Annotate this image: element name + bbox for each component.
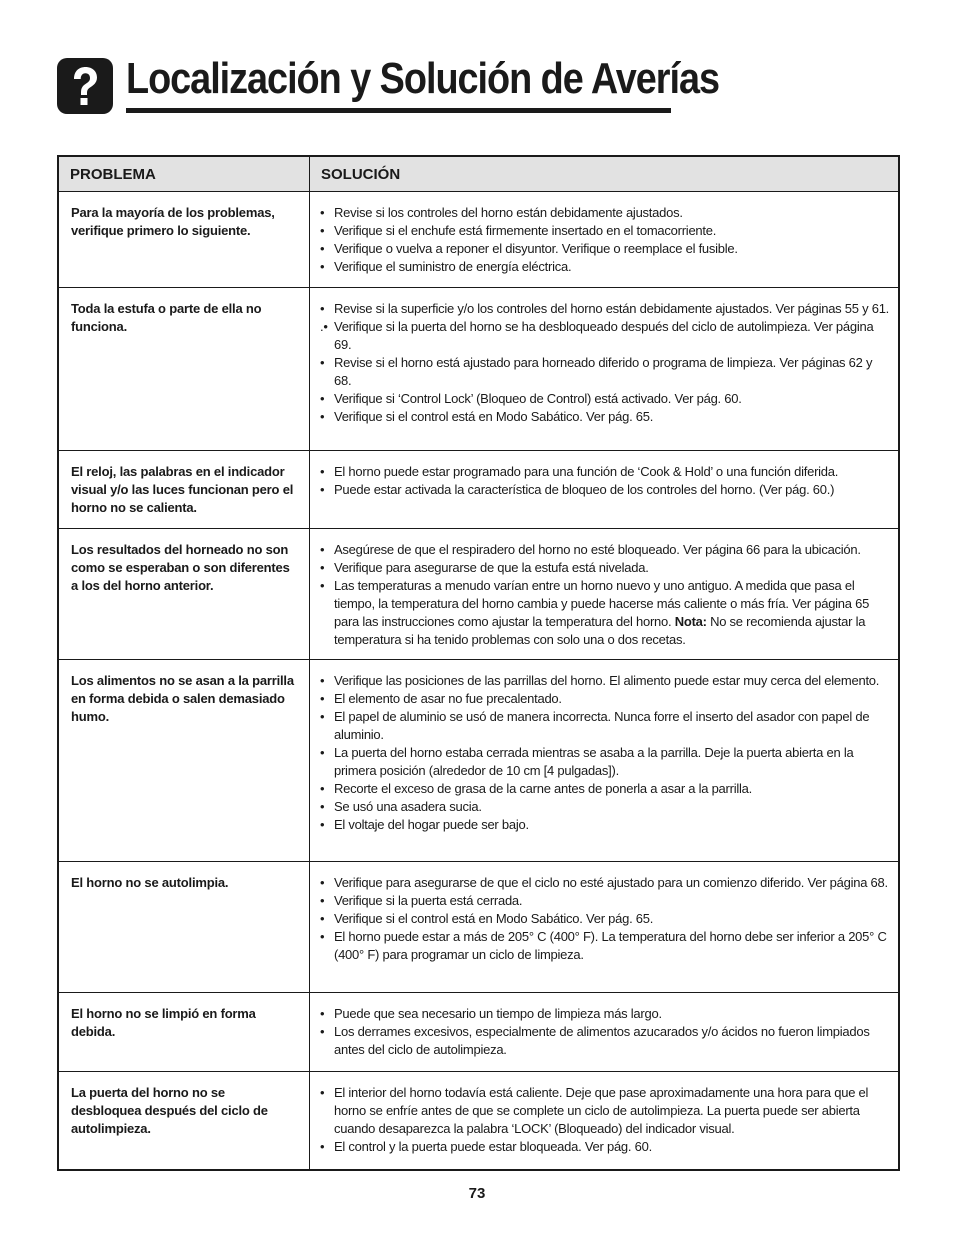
solution-text: Verifique si el enchufe está firmemente insertado en el tomacorriente.	[334, 223, 717, 238]
bullet-icon: •	[320, 673, 325, 688]
solution-cell	[310, 993, 900, 1072]
bullet-icon: •	[320, 464, 325, 479]
solution-text: Verifique si el control está en Modo Sabático. Ver pág. 65.	[334, 409, 654, 424]
solution-text: Verifique o vuelva a reponer el disyuntor. Verifique o reemplace el fusible.	[334, 241, 738, 256]
solution-list	[319, 204, 890, 276]
solution-text: El interior del horno todavía está caliente. Deje que pase aproximadamente una hora para que el horno se enfríe antes de que se complete un ciclo de autolimpieza. La puerta puede ser abierta cuando desaparezca la palabra ‘LOCK’ (Bloqueado) del indicador visual.	[334, 1085, 869, 1136]
column-header-problem: PROBLEMA	[58, 156, 310, 192]
bullet-icon: •	[320, 205, 325, 220]
table-row	[58, 451, 899, 529]
solution-text: La puerta del horno estaba cerrada mientras se asaba a la parrilla. Deje la puerta abierta en la primera posición (alrededor de 10 cm [4 pulgadas]).	[334, 745, 854, 778]
solution-text: Asegúrese de que el respiradero del horno no esté bloqueado. Ver página 66 para la ubicación.	[334, 542, 861, 557]
solution-list	[319, 300, 890, 426]
list-item	[319, 1023, 890, 1059]
table-row	[58, 862, 899, 993]
list-item	[319, 577, 890, 649]
problem-cell: Toda la estufa o parte de ella no funciona.	[58, 288, 310, 451]
solution-text: Verifique las posiciones de las parrillas del horno. El alimento puede estar muy cerca del elemento.	[334, 673, 880, 688]
bullet-icon: •	[320, 409, 325, 424]
list-item	[319, 481, 890, 499]
list-item	[319, 463, 890, 481]
solution-text: Verifique si la puerta del horno se ha desbloqueado después del ciclo de autolimpieza. Ver página 69.	[334, 319, 874, 352]
note-text: No se recomienda ajustar la temperatura si ha tenido problemas con solo una o dos recetas.	[334, 614, 866, 647]
list-item	[319, 780, 890, 798]
bullet-icon: •	[320, 709, 325, 724]
solution-text: El horno puede estar a más de 205° C (400° F). La temperatura del horno debe ser inferior a 205° C (400° F) para programar un ciclo de limpieza.	[334, 929, 887, 962]
list-item	[319, 240, 890, 258]
bullet-icon: •	[320, 691, 325, 706]
list-item	[319, 892, 890, 910]
solution-cell	[310, 529, 900, 660]
solution-cell	[310, 192, 900, 288]
table-row	[58, 529, 899, 660]
solution-cell	[310, 288, 900, 451]
note-label: Nota:	[674, 614, 707, 629]
list-item	[319, 354, 890, 390]
list-item	[319, 318, 890, 354]
list-item	[319, 1084, 890, 1138]
list-item	[319, 744, 890, 780]
list-item	[319, 390, 890, 408]
title-underline	[126, 108, 671, 113]
solution-cell	[310, 1072, 900, 1170]
solution-text: Verifique para asegurarse de que el ciclo no esté ajustado para un comienzo diferido. Ver página 68.	[334, 875, 888, 890]
solution-text: Verifique para asegurarse de que la estufa está nivelada.	[334, 560, 649, 575]
solution-text: Puede que sea necesario un tiempo de limpieza más largo.	[334, 1006, 662, 1021]
table-row	[58, 993, 899, 1072]
solution-list	[319, 1005, 890, 1059]
bullet-icon: •	[320, 875, 325, 890]
bullet-icon: •	[320, 1139, 325, 1154]
bullet-icon: •	[320, 1006, 325, 1021]
bullet-icon: •	[320, 799, 325, 814]
solution-text: Los derrames excesivos, especialmente de alimentos azucarados y/o ácidos no fueron limpiados antes del ciclo de autolimpieza.	[334, 1024, 870, 1057]
list-item	[319, 816, 890, 834]
solution-text: El horno puede estar programado para una función de ‘Cook & Hold’ o una función diferida.	[334, 464, 839, 479]
problem-cell: Para la mayoría de los problemas, verifique primero lo siguiente.	[58, 192, 310, 288]
table-row	[58, 192, 899, 288]
solution-text: Se usó una asadera sucia.	[334, 799, 482, 814]
problem-cell: Los alimentos no se asan a la parrilla en forma debida o salen demasiado humo.	[58, 660, 310, 862]
solution-text: Revise si el horno está ajustado para horneado diferido o programa de limpieza. Ver páginas 62 y 68.	[334, 355, 873, 388]
problem-cell: La puerta del horno no se desbloquea después del ciclo de autolimpieza.	[58, 1072, 310, 1170]
list-item	[319, 928, 890, 964]
solution-text: Revise si los controles del horno están debidamente ajustados.	[334, 205, 683, 220]
column-header-solution: SOLUCIÓN	[310, 156, 900, 192]
solution-text: Verifique si ‘Control Lock’ (Bloqueo de Control) está activado. Ver pág. 60.	[334, 391, 742, 406]
problem-cell: El reloj, las palabras en el indicador visual y/o las luces funcionan pero el horno no se calienta.	[58, 451, 310, 529]
bullet-icon: •	[320, 817, 325, 832]
bullet-icon: •	[320, 1024, 325, 1039]
page-title: Localización y Solución de Averías	[126, 54, 719, 103]
solution-text: Recorte el exceso de grasa de la carne antes de ponerla a asar a la parrilla.	[334, 781, 752, 796]
solution-list	[319, 672, 890, 834]
bullet-icon: •	[320, 301, 325, 316]
list-item	[319, 222, 890, 240]
solution-text: Puede estar activada la característica de bloqueo de los controles del horno. (Ver pág. 60.)	[334, 482, 835, 497]
bullet-icon: •	[320, 241, 325, 256]
bullet-icon: •	[320, 223, 325, 238]
bullet-icon: •	[320, 578, 325, 593]
bullet-icon: •	[320, 1085, 325, 1100]
solution-text: El papel de aluminio se usó de manera incorrecta. Nunca forre el inserto del asador con papel de aluminio.	[334, 709, 870, 742]
list-item	[319, 910, 890, 928]
question-mark-icon	[57, 58, 113, 114]
bullet-icon: •	[320, 355, 325, 370]
solution-text: El voltaje del hogar puede ser bajo.	[334, 817, 529, 832]
solution-cell	[310, 660, 900, 862]
bullet-icon: •	[320, 911, 325, 926]
list-item	[319, 798, 890, 816]
page-header	[57, 54, 719, 116]
solution-text: Revise si la superficie y/o los controles del horno están debidamente ajustados. Ver páginas 55 y 61.	[334, 301, 890, 316]
solution-text: El control y la puerta puede estar bloqueada. Ver pág. 60.	[334, 1139, 652, 1154]
bullet-icon: •	[320, 929, 325, 944]
list-item	[319, 541, 890, 559]
solution-list	[319, 463, 890, 499]
table-body	[58, 192, 899, 1170]
problem-cell: El horno no se autolimpia.	[58, 862, 310, 993]
solution-list	[319, 1084, 890, 1156]
list-item	[319, 690, 890, 708]
problem-cell: El horno no se limpió en forma debida.	[58, 993, 310, 1072]
solution-cell	[310, 862, 900, 993]
table-row	[58, 660, 899, 862]
solution-text: Verifique si la puerta está cerrada.	[334, 893, 523, 908]
bullet-icon: •	[320, 781, 325, 796]
list-item	[319, 708, 890, 744]
bullet-icon: .•	[320, 319, 328, 334]
solution-cell	[310, 451, 900, 529]
list-item	[319, 204, 890, 222]
solution-text: Verifique el suministro de energía eléctrica.	[334, 259, 572, 274]
bullet-icon: •	[320, 893, 325, 908]
list-item	[319, 672, 890, 690]
list-item	[319, 300, 890, 318]
solution-list	[319, 541, 890, 649]
list-item	[319, 408, 890, 426]
list-item	[319, 1005, 890, 1023]
solution-text: Verifique si el control está en Modo Sabático. Ver pág. 65.	[334, 911, 654, 926]
list-item	[319, 258, 890, 276]
table-header-row	[58, 156, 899, 192]
table-row	[58, 1072, 899, 1170]
solution-text: El elemento de asar no fue precalentado.	[334, 691, 562, 706]
list-item	[319, 559, 890, 577]
list-item	[319, 874, 890, 892]
troubleshooting-table	[57, 155, 900, 1171]
bullet-icon: •	[320, 482, 325, 497]
page-number: 73	[468, 1185, 486, 1202]
solution-text: Las temperaturas a menudo varían entre un horno nuevo y uno antiguo. A medida que pasa el tiempo, la temperatura del horno cambia y puede hacerse más caliente o más fría. Ver página 65 para las instrucciones como ajustar la temperatura del horno.	[334, 578, 870, 629]
solution-list	[319, 874, 890, 964]
list-item	[319, 1138, 890, 1156]
problem-cell: Los resultados del horneado no son como se esperaban o son diferentes a los del horno anterior.	[58, 529, 310, 660]
bullet-icon: •	[320, 560, 325, 575]
bullet-icon: •	[320, 542, 325, 557]
bullet-icon: •	[320, 259, 325, 274]
bullet-icon: •	[320, 745, 325, 760]
bullet-icon: •	[320, 391, 325, 406]
table-row	[58, 288, 899, 451]
